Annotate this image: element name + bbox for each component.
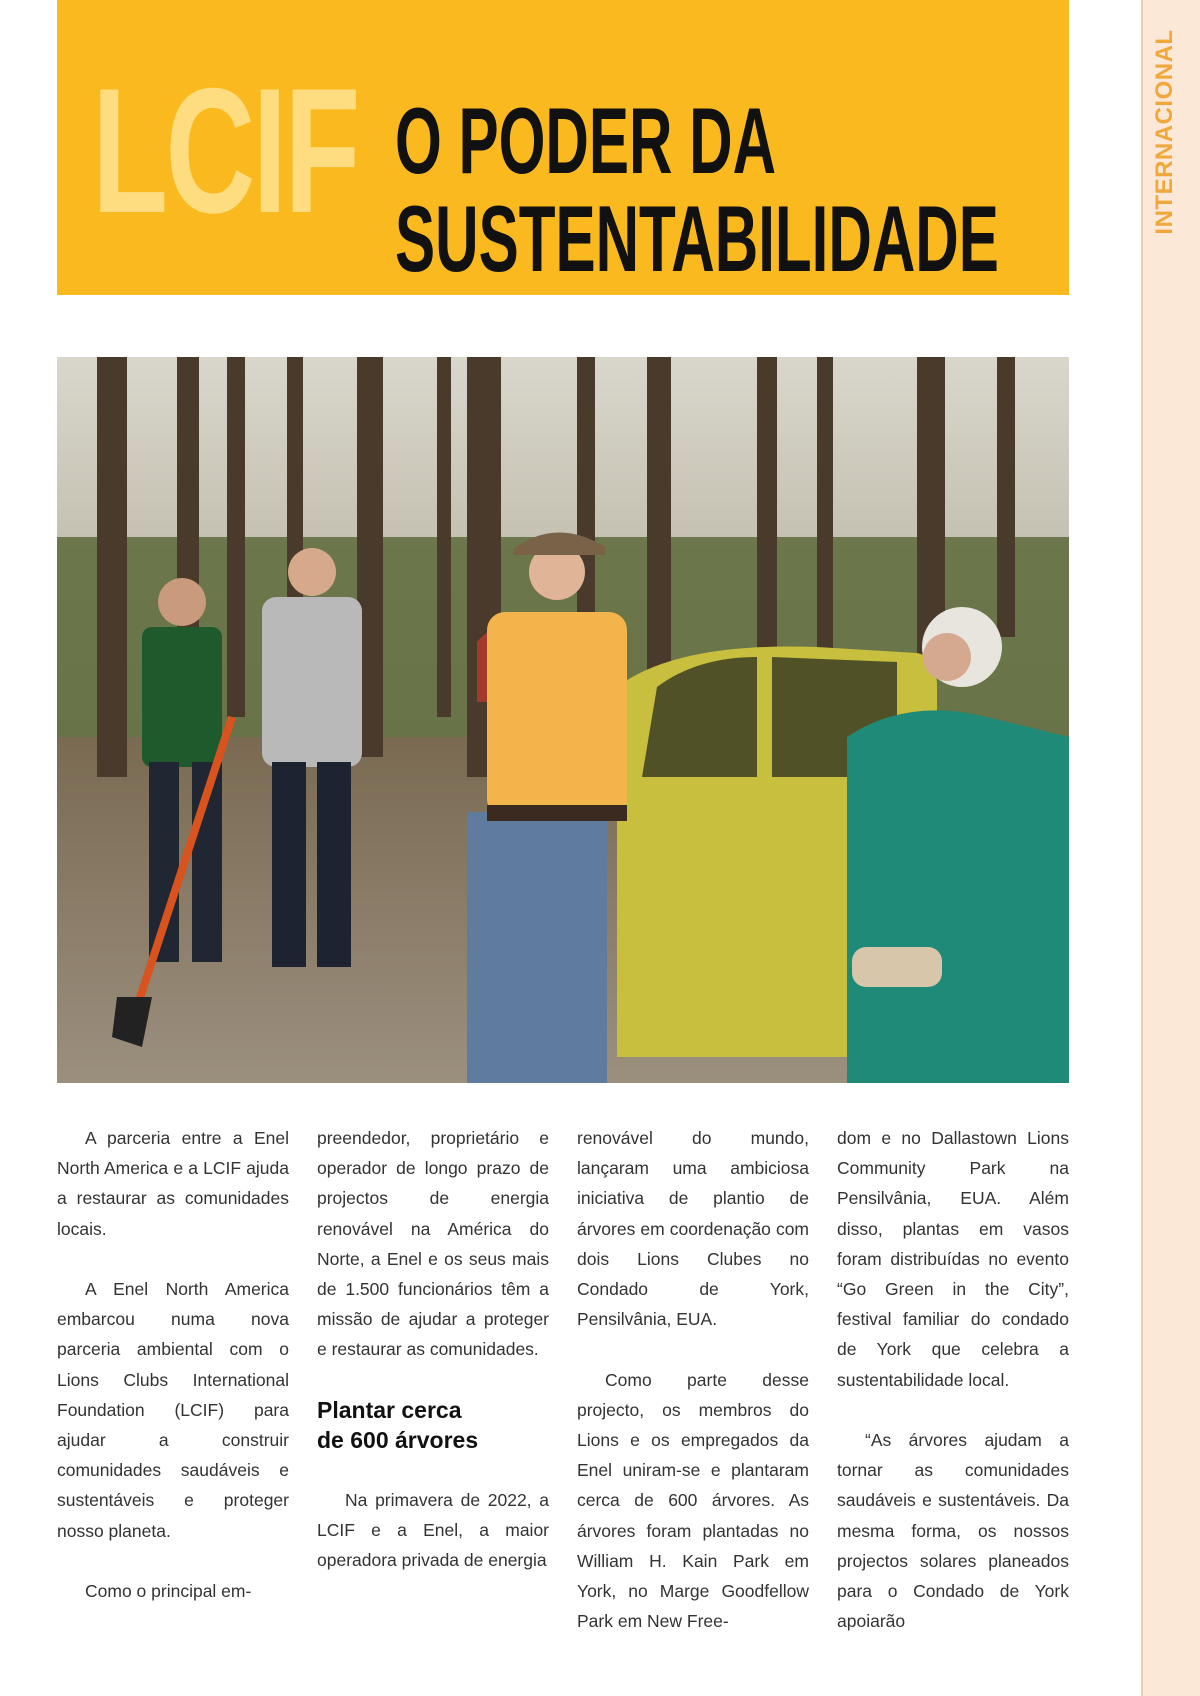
paragraph: preendedor, proprietário e operador de longo prazo de projectos de energia renovável na América do Norte, a Enel e os seus mais de 1.500 funcionários têm a missão de ajudar a proteger e restaurar as comunidades. — [317, 1128, 549, 1360]
side-tab-strip — [1141, 0, 1200, 1696]
article-column-2 — [317, 1123, 549, 1606]
title-line-1: O PODER DA — [395, 88, 777, 193]
paragraph: Como parte desse projecto, os membros do Lions e os empregados da Enel uniram-se e plantaram cerca de 600 árvores. As árvores foram plantadas no William H. Kain Park em York, no Marge Goodfellow Park em New Free- — [577, 1369, 809, 1632]
article-photo — [57, 357, 1069, 1083]
paragraph: “As árvores ajudam a tornar as comunidades saudáveis e sustentáveis. Da mesma forma, os nossos projectos solares planeados para o Condado de York apoiarão — [837, 1430, 1069, 1632]
section-subheading — [317, 1395, 549, 1455]
article-column-1 — [57, 1123, 289, 1636]
lcif-logo-text: LCIF — [92, 51, 358, 250]
header-banner — [57, 0, 1069, 295]
page-title — [395, 88, 999, 291]
paragraph: A Enel North America embarcou numa nova parceria ambiental com o Lions Clubs International Foundation (LCIF) para ajudar a construir comunidades saudáveis e sustentáveis e proteger nosso planeta. — [57, 1279, 289, 1541]
article-column-3 — [577, 1123, 809, 1667]
section-label: INTERNACIONAL — [1151, 29, 1178, 235]
paragraph: dom e no Dallastown Lions Community Park na Pensilvânia, EUA. Além disso, plantas em vasos foram distribuídas no evento “Go Green in the City”, festival familiar do condado de York que celebra a sustentabilidade local. — [837, 1128, 1069, 1390]
article-body — [57, 1123, 1069, 1683]
paragraph: Na primavera de 2022, a LCIF e a Enel, a maior operadora privada de energia — [317, 1489, 549, 1571]
outdoor-group-photo-icon — [57, 357, 1069, 1083]
paragraph: A parceria entre a Enel North America e a LCIF ajuda a restaurar as comunidades locais. — [57, 1128, 289, 1239]
article-column-4 — [837, 1123, 1069, 1667]
paragraph: renovável do mundo, lançaram uma ambiciosa iniciativa de plantio de árvores em coordenação com dois Lions Clubes no Condado de York, Pensilvânia, EUA. — [577, 1128, 809, 1330]
paragraph: Como o principal em- — [85, 1581, 252, 1602]
subheading-line-1: Plantar cerca — [317, 1396, 462, 1423]
title-line-2: SUSTENTABILIDADE — [395, 186, 999, 291]
subheading-line-2: de 600 árvores — [317, 1426, 479, 1453]
